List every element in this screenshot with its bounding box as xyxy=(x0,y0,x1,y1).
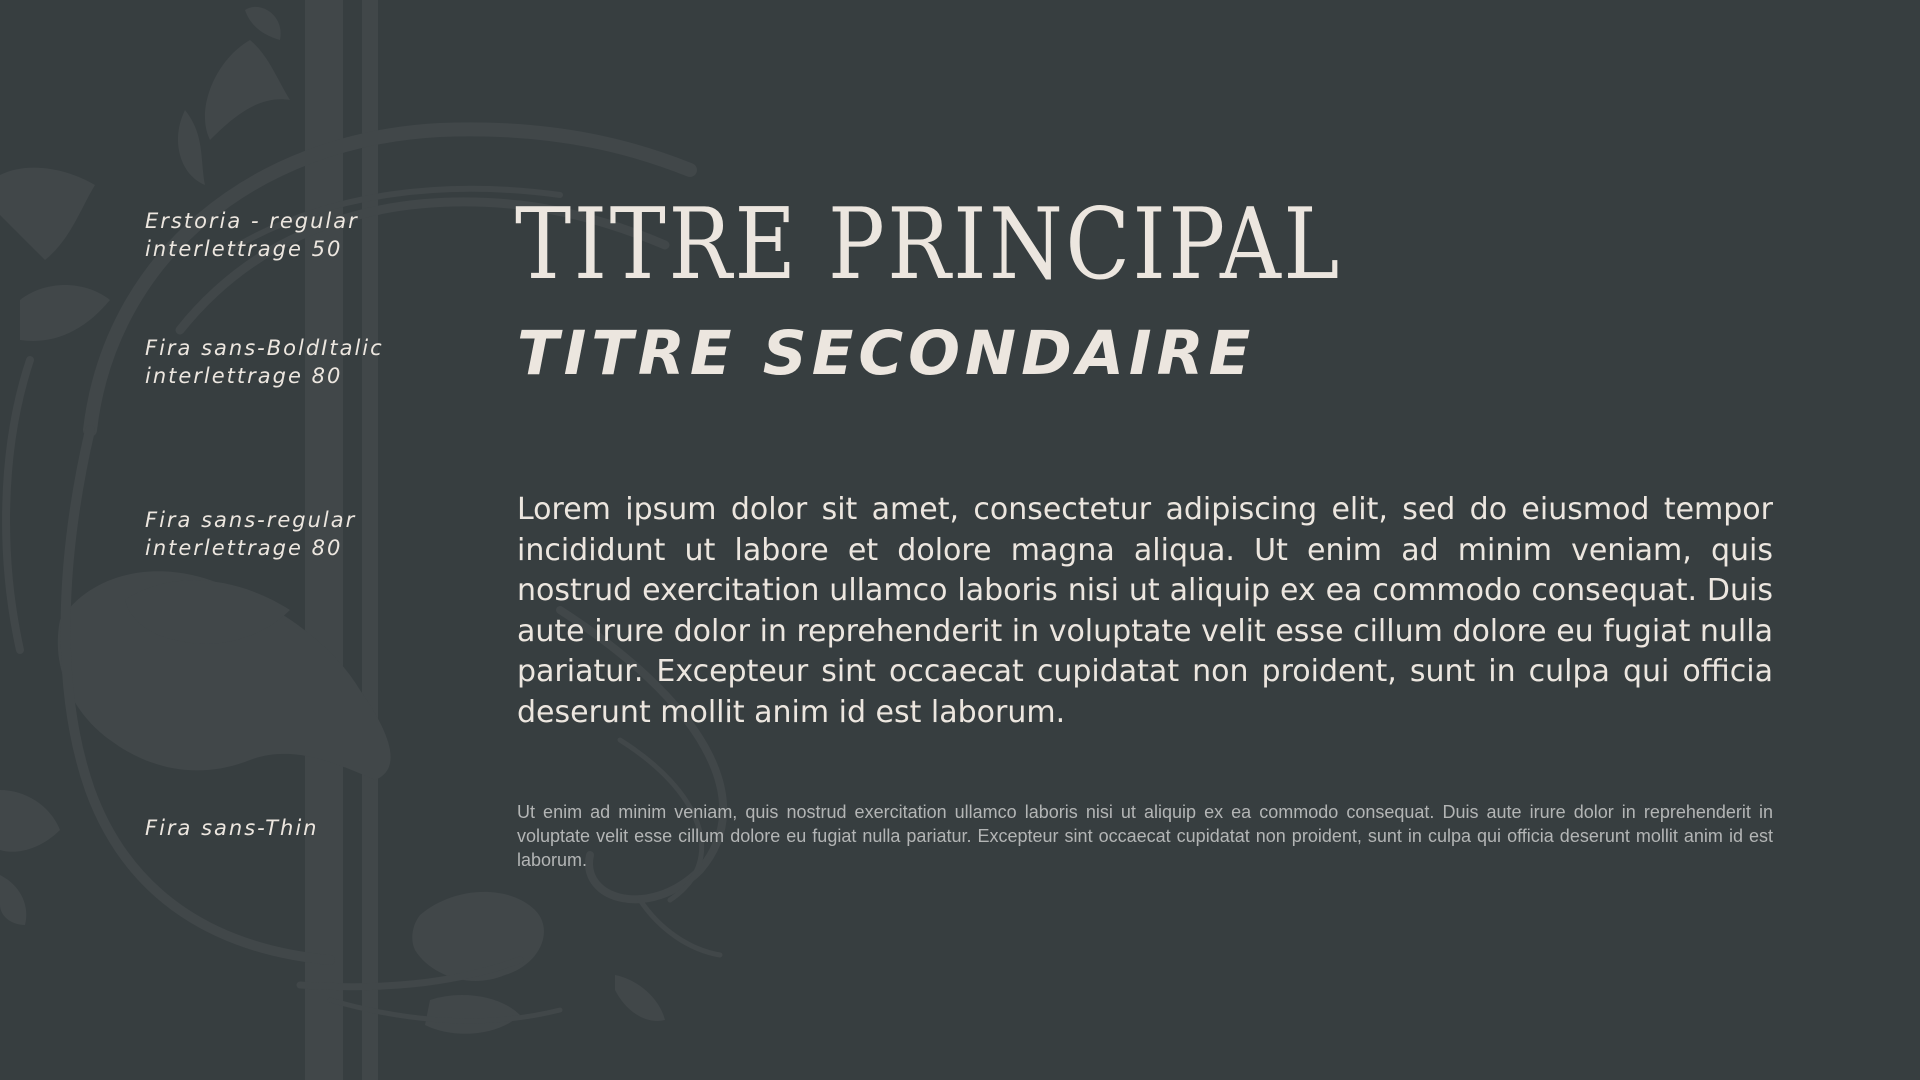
body-text-sample: Lorem ipsum dolor sit amet, consectetur adipiscing elit, sed do eiusmod tempor incididunt ut labore et dolore magna aliqua. Ut enim ad minim veniam, quis nostrud exercitation ullamco laboris nisi ut aliquip ex ea commodo consequat. Duis aute irure dolor in reprehenderit in voluptate velit esse cillum dolore eu fugiat nulla pariatur. Excepteur sint occaecat cupidatat non proident, sunt in culpa qui officia deserunt mollit anim id est laborum. xyxy=(517,492,1773,730)
font-spec-subtitle xyxy=(145,334,384,390)
font-spec-title-name: Erstoria - regular xyxy=(145,209,359,233)
sub-title-sample: TITRE SECONDAIRE xyxy=(517,318,1256,389)
main-title-sample: TITRE PRINCIPAL xyxy=(515,188,1342,302)
font-spec-thin xyxy=(145,814,318,842)
font-spec-subtitle-tracking: interlettrage 80 xyxy=(145,364,343,388)
font-spec-thin-name: Fira sans-Thin xyxy=(145,816,319,840)
thin-text-sample: Ut enim ad minim veniam, quis nostrud exercitation ullamco laboris nisi ut aliquip ex ea commodo consequat. Duis aute irure dolor in reprehenderit in voluptate velit esse cillum dolore eu fugiat nulla pariatur. Excepteur sint occaecat cupidatat non proident, sunt in culpa qui officia deserunt mollit anim id est laborum. xyxy=(517,802,1773,870)
font-spec-body-tracking: interlettrage 80 xyxy=(145,536,343,560)
font-spec-subtitle-name: Fira sans-BoldItalic xyxy=(145,336,384,360)
decor-stem xyxy=(362,0,378,1080)
font-spec-title-tracking: interlettrage 50 xyxy=(145,237,343,261)
font-spec-title xyxy=(145,207,359,263)
font-spec-body xyxy=(145,506,356,562)
font-spec-body-name: Fira sans-regular xyxy=(145,508,357,532)
